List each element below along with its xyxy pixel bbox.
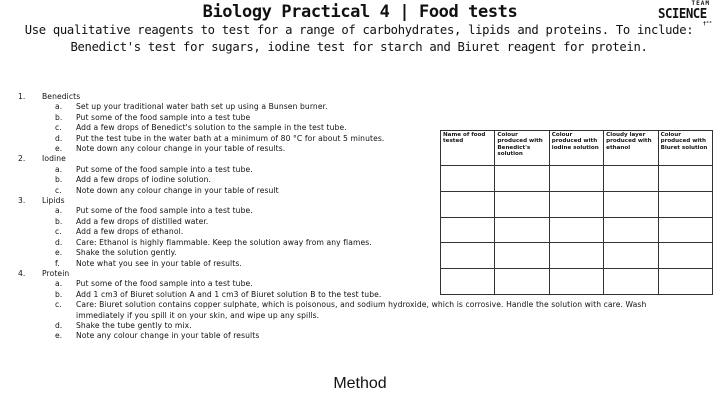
step-letter: e.: [55, 248, 63, 258]
step-letter: d.: [55, 320, 63, 330]
step-letter: a.: [55, 164, 63, 174]
step-text: Add a few drops of iodine solution.: [76, 175, 212, 185]
table-cell[interactable]: [658, 217, 712, 243]
table-header-cell: Colour produced with Benedict's solution: [495, 131, 549, 166]
method-step: [18, 321, 678, 331]
table-cell[interactable]: [549, 269, 603, 295]
method-step: [18, 102, 678, 112]
step-text: Put some of the food sample into a test tube.: [76, 206, 253, 216]
table-cell[interactable]: [604, 166, 658, 192]
logo-mark: †°°: [702, 21, 712, 27]
table-cell[interactable]: [658, 191, 712, 217]
table-row: [441, 243, 713, 269]
method-step: [18, 331, 678, 341]
table-row: [441, 166, 713, 192]
step-letter: a.: [55, 102, 63, 112]
method-step: [18, 300, 678, 321]
logo-science-text: SCIENCE: [658, 7, 707, 22]
step-text: Note down any colour change in your table of result: [76, 185, 279, 195]
table-row: [441, 191, 713, 217]
table-cell[interactable]: [495, 166, 549, 192]
step-text: Put the test tube in the water bath at a minimum of 80 °C for about 5 minutes.: [76, 133, 385, 143]
step-letter: b.: [55, 216, 63, 226]
table-cell[interactable]: [441, 191, 495, 217]
table-cell[interactable]: [604, 269, 658, 295]
table-cell[interactable]: [441, 243, 495, 269]
step-letter: e.: [55, 331, 63, 341]
section-label: Iodine: [42, 154, 66, 164]
table-row: [441, 217, 713, 243]
step-text: Put some of the food sample into a test tube.: [76, 279, 253, 289]
step-text: Shake the tube gently to mix.: [76, 320, 192, 330]
table-cell[interactable]: [604, 243, 658, 269]
logo-team-text: TEAM: [691, 0, 710, 7]
table-cell[interactable]: [549, 243, 603, 269]
step-letter: b.: [55, 112, 63, 122]
step-text: Add a few drops of distilled water.: [76, 216, 209, 226]
step-text: Note down any colour change in your table of results.: [76, 144, 286, 154]
table-header-cell: Colour produced with Biuret solution: [658, 131, 712, 166]
section-number: 2.: [18, 154, 26, 164]
step-text: Care: Ethanol is highly flammable. Keep the solution away from any flames.: [76, 237, 372, 247]
table-cell[interactable]: [495, 191, 549, 217]
table-cell[interactable]: [495, 243, 549, 269]
method-section: [18, 92, 678, 102]
table-header-cell: Cloudy layer produced with ethanol: [604, 131, 658, 166]
step-letter: c.: [55, 300, 62, 310]
table-cell[interactable]: [604, 191, 658, 217]
step-text: Note what you see in your table of results.: [76, 258, 242, 268]
step-text: Shake the solution gently.: [76, 248, 177, 258]
section-number: 4.: [18, 268, 26, 278]
section-label: Benedicts: [42, 92, 81, 101]
table-cell[interactable]: [549, 191, 603, 217]
step-text: Add 1 cm3 of Biuret solution A and 1 cm3 of Biuret solution B to the test tube.: [76, 289, 382, 299]
step-letter: f.: [55, 258, 60, 268]
intro-text: Use qualitative reagents to test for a range of carbohydrates, lipids and proteins. To include: Benedict's test for sugars, iodine test for starch and Biuret reagent for protein.: [24, 23, 694, 54]
table-cell[interactable]: [495, 269, 549, 295]
step-letter: e.: [55, 144, 63, 154]
step-text: Put some of the food sample into a test tube: [76, 112, 251, 122]
page-title: Biology Practical 4 | Food tests: [202, 2, 518, 22]
step-text: Add a few drops of ethanol.: [76, 227, 184, 237]
footer-label: Method: [333, 375, 387, 392]
step-letter: c.: [55, 227, 62, 237]
table-header-cell: Name of food tested: [441, 131, 495, 166]
section-label: Lipids: [42, 196, 65, 206]
step-text: Set up your traditional water bath set up using a Bunsen burner.: [76, 102, 328, 112]
table-cell[interactable]: [441, 269, 495, 295]
table-cell[interactable]: [549, 217, 603, 243]
table-cell[interactable]: [441, 217, 495, 243]
step-letter: d.: [55, 237, 63, 247]
section-number: 1.: [18, 92, 26, 101]
section-number: 3.: [18, 196, 26, 206]
step-text: Put some of the food sample into a test tube.: [76, 164, 253, 174]
results-table: [440, 130, 713, 295]
table-cell[interactable]: [441, 166, 495, 192]
table-row: [441, 269, 713, 295]
table-header-cell: Colour produced with iodine solution: [549, 131, 603, 166]
section-label: Protein: [42, 268, 70, 278]
step-text: Care: Biuret solution contains copper sulphate, which is poisonous, and sodium hydroxide, which is corrosive. Handle the solution with care. Wash immediately if you spill it on your skin, and wipe up any spills.: [76, 300, 647, 320]
step-letter: b.: [55, 175, 63, 185]
step-letter: b.: [55, 289, 63, 299]
table-cell[interactable]: [658, 269, 712, 295]
step-letter: c.: [55, 123, 62, 133]
method-step: [18, 113, 678, 123]
step-letter: c.: [55, 185, 62, 195]
step-letter: d.: [55, 133, 63, 143]
table-cell[interactable]: [658, 243, 712, 269]
table-cell[interactable]: [604, 217, 658, 243]
table-cell[interactable]: [495, 217, 549, 243]
step-letter: a.: [55, 206, 63, 216]
step-text: Add a few drops of Benedict's solution to the sample in the test tube.: [76, 123, 347, 133]
step-letter: a.: [55, 279, 63, 289]
table-cell[interactable]: [549, 166, 603, 192]
table-cell[interactable]: [658, 166, 712, 192]
step-text: Note any colour change in your table of results: [76, 331, 260, 341]
